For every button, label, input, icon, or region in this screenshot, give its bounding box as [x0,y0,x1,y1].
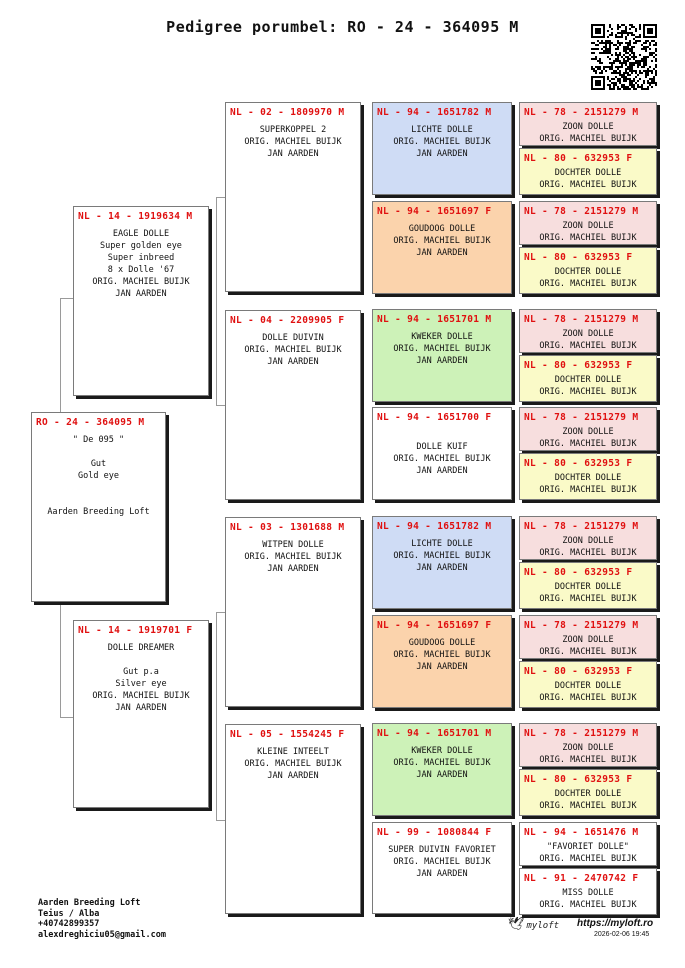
ring-number: NL - 80 - 632953 F [524,666,633,677]
ring-number: NL - 78 - 2151279 M [524,620,639,631]
pigeon-description: KLEINE INTEELT ORIG. MACHIEL BUIJK JAN AARDEN [244,747,342,781]
pigeon-description: WITPEN DOLLE ORIG. MACHIEL BUIJK JAN AARDEN [244,540,342,574]
pigeon-card-g7 [372,723,512,816]
brand-name: myloft [526,921,560,931]
connector-line [216,612,217,820]
bird-logo-icon: 🕊 [508,917,525,932]
pigeon-card-h8 [519,453,657,500]
qr-code-icon [591,24,657,90]
ring-number: NL - 03 - 1301688 M [230,522,345,533]
pigeon-description: DOLLE DREAMER Gut p.a Silver eye ORIG. MACHIEL BUIJK JAN AARDEN [92,643,190,713]
pigeon-description: ZOON DOLLE ORIG. MACHIEL BUIJK [539,743,637,765]
ring-number: NL - 78 - 2151279 M [524,206,639,217]
ring-number: NL - 14 - 1919701 F [78,625,193,636]
connector-line [216,197,217,405]
pigeon-description: ZOON DOLLE ORIG. MACHIEL BUIJK [539,635,637,657]
ring-number: NL - 04 - 2209905 F [230,315,345,326]
ring-number: NL - 91 - 2470742 F [524,873,639,884]
ring-number: NL - 80 - 632953 F [524,252,633,263]
ring-number: NL - 99 - 1080844 F [377,827,492,838]
pigeon-description: MISS DOLLE ORIG. MACHIEL BUIJK [539,888,637,910]
ring-number: NL - 05 - 1554245 F [230,729,345,740]
pigeon-card-ss [225,102,361,292]
pigeon-card-h14 [519,769,657,816]
pigeon-description: LICHTE DOLLE ORIG. MACHIEL BUIJK JAN AARDEN [393,125,491,159]
pigeon-card-h13 [519,723,657,767]
ring-number: NL - 94 - 1651476 M [524,827,639,838]
ring-number: NL - 78 - 2151279 M [524,412,639,423]
brand-logo [508,917,559,932]
pigeon-card-dam [73,620,209,808]
pigeon-card-h16 [519,868,657,915]
pigeon-description: GOUDOOG DOLLE ORIG. MACHIEL BUIJK JAN AARDEN [393,638,491,672]
pigeon-card-h6 [519,355,657,402]
pigeon-description: ZOON DOLLE ORIG. MACHIEL BUIJK [539,329,637,351]
ring-number: NL - 94 - 1651701 M [377,728,492,739]
pigeon-description: LICHTE DOLLE ORIG. MACHIEL BUIJK JAN AARDEN [393,539,491,573]
pigeon-card-h11 [519,615,657,659]
pigeon-description: GOUDOOG DOLLE ORIG. MACHIEL BUIJK JAN AARDEN [393,224,491,258]
ring-number: RO - 24 - 364095 M [36,417,145,428]
pigeon-description: ZOON DOLLE ORIG. MACHIEL BUIJK [539,427,637,449]
connector-line [60,298,73,299]
pigeon-card-h2 [519,148,657,195]
ring-number: NL - 94 - 1651782 M [377,521,492,532]
ring-number: NL - 94 - 1651782 M [377,107,492,118]
pigeon-description: ZOON DOLLE ORIG. MACHIEL BUIJK [539,536,637,558]
ring-number: NL - 94 - 1651697 F [377,620,492,631]
pigeon-card-h12 [519,661,657,708]
pigeon-description: KWEKER DOLLE ORIG. MACHIEL BUIJK JAN AARDEN [393,746,491,780]
pigeon-card-root [31,412,166,602]
pigeon-description: DOCHTER DOLLE ORIG. MACHIEL BUIJK [539,789,637,811]
ring-number: NL - 78 - 2151279 M [524,314,639,325]
pigeon-card-g3 [372,309,512,402]
connector-line [60,717,73,718]
pigeon-description: DOCHTER DOLLE ORIG. MACHIEL BUIJK [539,582,637,604]
pigeon-description: ZOON DOLLE ORIG. MACHIEL BUIJK [539,221,637,243]
pigeon-card-h1 [519,102,657,146]
page-title: Pedigree porumbel: RO - 24 - 364095 M [166,18,519,36]
pigeon-card-g2 [372,201,512,294]
ring-number: NL - 14 - 1919634 M [78,211,193,222]
pigeon-description: "FAVORIET DOLLE" ORIG. MACHIEL BUIJK [539,842,637,864]
website-link[interactable]: https://myloft.ro [577,918,654,929]
ring-number: NL - 80 - 632953 F [524,360,633,371]
pigeon-card-sd [225,310,361,500]
pigeon-card-h15 [519,822,657,866]
pigeon-card-sire [73,206,209,396]
pigeon-card-g6 [372,615,512,708]
connector-line [216,405,225,406]
pigeon-card-dd [225,724,361,914]
ring-number: NL - 80 - 632953 F [524,774,633,785]
ring-number: NL - 94 - 1651697 F [377,206,492,217]
ring-number: NL - 78 - 2151279 M [524,107,639,118]
pigeon-card-h3 [519,201,657,245]
pigeon-description: DOLLE DUIVIN ORIG. MACHIEL BUIJK JAN AARDEN [244,333,342,367]
pigeon-description: DOCHTER DOLLE ORIG. MACHIEL BUIJK [539,168,637,190]
pigeon-card-h4 [519,247,657,294]
ring-number: NL - 02 - 1809970 M [230,107,345,118]
pigeon-card-h5 [519,309,657,353]
ring-number: NL - 78 - 2151279 M [524,521,639,532]
ring-number: NL - 94 - 1651701 M [377,314,492,325]
ring-number: NL - 80 - 632953 F [524,458,633,469]
pigeon-description: EAGLE DOLLE Super golden eye Super inbreed 8 x Dolle '67 ORIG. MACHIEL BUIJK JAN AARDEN [92,229,190,299]
breeder-contact: Aarden Breeding Loft Teius / Alba +40742899357 alexdreghiciu05@gmail.com [38,898,166,940]
pigeon-card-g4 [372,407,512,500]
pigeon-description: SUPER DUIVIN FAVORIET ORIG. MACHIEL BUIJK JAN AARDEN [388,845,496,879]
pigeon-description: DOLLE KUIF ORIG. MACHIEL BUIJK JAN AARDEN [393,442,491,476]
pigeon-description: DOCHTER DOLLE ORIG. MACHIEL BUIJK [539,681,637,703]
pigeon-description: KWEKER DOLLE ORIG. MACHIEL BUIJK JAN AARDEN [393,332,491,366]
ring-number: NL - 80 - 632953 F [524,153,633,164]
pigeon-description: DOCHTER DOLLE ORIG. MACHIEL BUIJK [539,267,637,289]
pigeon-description: DOCHTER DOLLE ORIG. MACHIEL BUIJK [539,375,637,397]
connector-line [216,612,225,613]
pigeon-description: " De 095 " Gut Gold eye Aarden Breeding Loft [47,435,150,517]
connector-line [216,820,225,821]
ring-number: NL - 78 - 2151279 M [524,728,639,739]
pigeon-card-g5 [372,516,512,609]
pigeon-description: SUPERKOPPEL 2 ORIG. MACHIEL BUIJK JAN AARDEN [244,125,342,159]
connector-line [216,197,225,198]
ring-number: NL - 94 - 1651700 F [377,412,492,423]
generated-date: 2026-02-06 19:45 [594,931,650,938]
pigeon-card-h9 [519,516,657,560]
pigeon-description: DOCHTER DOLLE ORIG. MACHIEL BUIJK [539,473,637,495]
pigeon-card-h10 [519,562,657,609]
pigeon-description: ZOON DOLLE ORIG. MACHIEL BUIJK [539,122,637,144]
pigeon-card-ds [225,517,361,707]
ring-number: NL - 80 - 632953 F [524,567,633,578]
pigeon-card-h7 [519,407,657,451]
pigeon-card-g1 [372,102,512,195]
pigeon-card-g8 [372,822,512,914]
